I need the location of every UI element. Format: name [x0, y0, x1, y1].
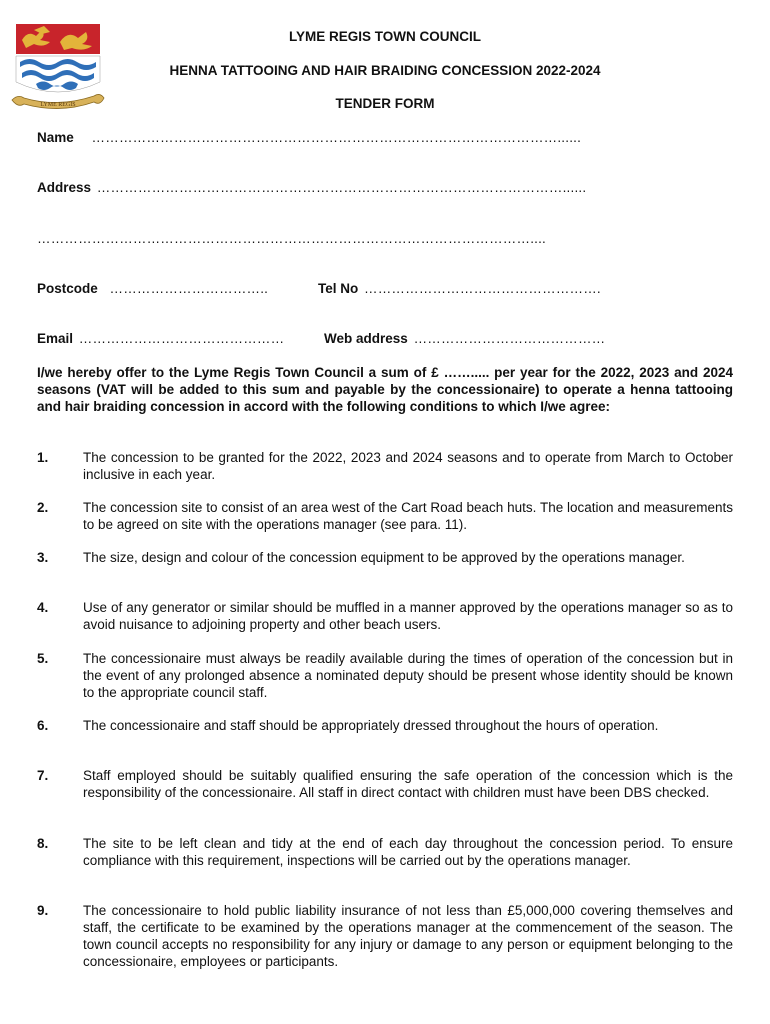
condition-number: 9. [37, 903, 49, 918]
address-line2-blank[interactable]: ……………………………………………………………………………………………….... [37, 231, 547, 246]
form-title: TENDER FORM [335, 96, 435, 111]
condition-text: The concession to be granted for the 2022, 2023 and 2024 seasons and to operate from March to October inclusive in each year. [83, 450, 733, 482]
condition-item [37, 650, 733, 701]
condition-text: Use of any generator or similar should be muffled in a manner approved by the operations manager so as to avoid nuisance to adjoining property and other beach users. [83, 600, 733, 632]
web-field [324, 331, 605, 346]
address-field [37, 180, 586, 195]
condition-number: 3. [37, 550, 49, 565]
condition-number: 7. [37, 768, 49, 783]
condition-text: The concessionaire and staff should be appropriately dressed throughout the hours of operation. [83, 718, 659, 733]
tel-blank[interactable]: ……………………………………………. [364, 281, 601, 296]
postcode-label: Postcode [37, 281, 98, 296]
condition-number: 5. [37, 651, 49, 666]
email-label: Email [37, 331, 74, 346]
condition-text: The concession site to consist of an area west of the Cart Road beach huts. The location and measurements to be agreed on site with the operations manager (see para. 11). [83, 500, 733, 532]
council-title: LYME REGIS TOWN COUNCIL [288, 29, 481, 44]
condition-item [37, 549, 733, 566]
address-blank[interactable]: …………………………………………………………………………………………...... [96, 180, 587, 195]
crest-motto-text: LYME REGIS [40, 102, 76, 108]
tel-label: Tel No [318, 281, 359, 296]
name-blank[interactable]: …………………………………………………………………………………………...... [91, 130, 582, 145]
condition-number: 2. [37, 500, 49, 515]
web-blank[interactable]: …………………………………… [413, 331, 606, 346]
condition-number: 8. [37, 836, 49, 851]
postcode-blank[interactable]: …………………………….. [109, 281, 269, 296]
condition-item [37, 767, 733, 801]
condition-number: 4. [37, 600, 49, 615]
condition-text: The concessionaire to hold public liability insurance of not less than £5,000,000 covering themselves and staff, the certificate to be examined by the operations manager at the commencement of the season. The town council accepts no responsibility for any injury or damage to any person or equipment belonging to the concessionaire, employees or participants. [83, 903, 733, 969]
name-field [37, 130, 581, 145]
condition-text: The size, design and colour of the concession equipment to be approved by the operations manager. [83, 550, 685, 565]
condition-item [37, 902, 733, 970]
postcode-field [37, 281, 268, 296]
tel-field [318, 281, 601, 296]
email-blank[interactable]: ……………………………………… [78, 331, 285, 346]
email-field [37, 331, 284, 346]
condition-text: The site to be left clean and tidy at the end of each day throughout the concession period. To ensure compliance with this requirement, inspections will be carried out by the operations manager. [83, 836, 733, 868]
address-label: Address [37, 180, 92, 195]
condition-text: The concessionaire must always be readily available during the times of operation of the concession but in the event of any prolonged absence a nominated deputy should be present whose identity should be known to the appropriate council staff. [83, 651, 733, 700]
name-label: Name [37, 130, 74, 145]
web-label: Web address [324, 331, 408, 346]
condition-item [37, 717, 733, 734]
condition-number: 6. [37, 718, 49, 733]
condition-number: 1. [37, 450, 49, 465]
condition-item [37, 449, 733, 483]
condition-item [37, 499, 733, 533]
condition-text: Staff employed should be suitably qualified ensuring the safe operation of the concession which is the responsibility of the concessionaire. All staff in direct contact with children must have been DBS checked. [83, 768, 733, 800]
condition-item [37, 599, 733, 633]
address-line2-field [37, 231, 546, 246]
concession-title: HENNA TATTOOING AND HAIR BRAIDING CONCESSION 2022-2024 [169, 63, 601, 78]
condition-item [37, 835, 733, 869]
offer-statement: I/we hereby offer to the Lyme Regis Town Council a sum of £ ……..... per year for the 2022, 2023 and 2024 seasons (VAT will be added to this sum and payable by the concessionaire) to operate a henna tattooing and hair braiding concession in accord with the following conditions to which I/we agree: [37, 365, 733, 414]
